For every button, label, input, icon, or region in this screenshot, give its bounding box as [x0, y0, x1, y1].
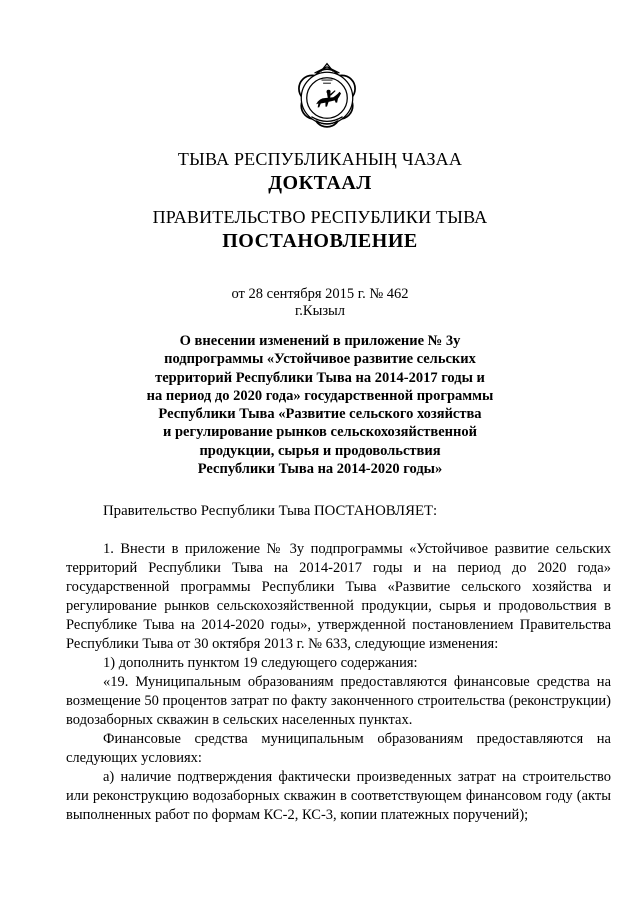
- tyva-emblem-icon: [288, 59, 366, 137]
- paragraph: а) наличие подтверждения фактически произведенных затрат на строительство или реконструкцию водозаборных скважин в соответствующем финансовом году (акты выполненных работ по формам КС-2, КС-3, копии платежных поручений);: [66, 769, 611, 823]
- title-line: подпрограммы «Устойчивое развитие сельских: [164, 351, 476, 368]
- paragraph: Финансовые средства муниципальным образованиям предоставляются на следующих условиях:: [66, 731, 611, 766]
- paragraph: «19. Муниципальным образованиям предоставляются финансовые средства на возмещение 50 процентов затрат по факту законченного строительства (реконструкции) водозаборных скважин в сельских населенных пунктах.: [66, 674, 611, 728]
- doc-type-ru: ПОСТАНОВЛЕНИЕ: [222, 230, 418, 252]
- org-name-ru: ПРАВИТЕЛЬСТВО РЕСПУБЛИКИ ТЫВА: [152, 207, 488, 227]
- document-body: [66, 540, 611, 825]
- org-name-tyva: ТЫВА РЕСПУБЛИКАНЫҢ ЧАЗАА: [177, 149, 463, 169]
- paragraph: 1. Внести в приложение № 3у подпрограммы «Устойчивое развитие сельских территорий Республики Тыва на 2014-2017 годы и на период до 2020 года» государственной программы Республики Тыва «Развитие сельского хозяйства и регулирование рынков сельскохозяйственной продукции, сырья и продовольствия в Республике Тыва на 2014-2020 годы», утвержденной постановлением Правительства Республики Тыва от 30 октября 2013 г. № 633, следующие изменения:: [66, 541, 611, 652]
- title-line: территорий Республики Тыва на 2014-2017 годы и: [155, 369, 485, 386]
- doc-type-tyva: ДОКТААЛ: [268, 172, 372, 194]
- title-line: на период до 2020 года» государственной программы: [146, 387, 494, 404]
- place: г.Кызыл: [294, 303, 346, 319]
- title-line: и регулирование рынков сельскохозяйственной: [163, 424, 477, 441]
- title-line: Республики Тыва «Развитие сельского хозяйства: [158, 406, 482, 423]
- preamble: Правительство Республики Тыва ПОСТАНОВЛЯЕТ:: [103, 503, 438, 519]
- title-line: О внесении изменений в приложение № 3у: [179, 333, 461, 349]
- title-line: продукции, сырья и продовольствия: [199, 442, 441, 459]
- date-number: от 28 сентября 2015 г. № 462: [231, 286, 409, 302]
- title-line: Республики Тыва на 2014-2020 годы»: [197, 461, 443, 478]
- paragraph: 1) дополнить пунктом 19 следующего содержания:: [103, 655, 418, 671]
- document-title: [0, 332, 640, 478]
